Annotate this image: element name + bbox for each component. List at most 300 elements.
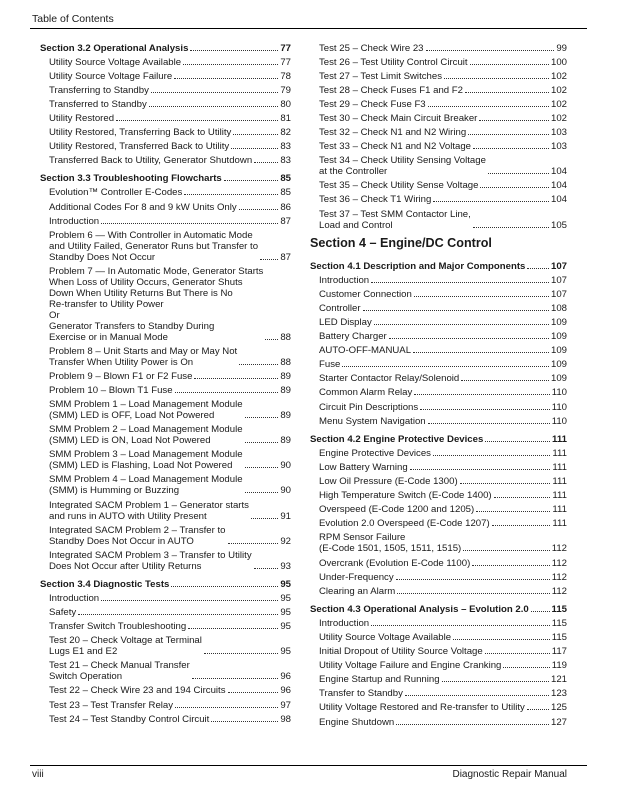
- toc-page-number: 89: [280, 385, 291, 397]
- toc-entry-title: Evolution 2.0 Overspeed (E-Code 1207): [319, 518, 490, 530]
- dot-leader: [251, 518, 278, 519]
- toc-entry[interactable]: [40, 186, 291, 200]
- toc-entry[interactable]: [310, 584, 567, 598]
- toc-page-number: 112: [551, 571, 567, 583]
- toc-entry-title: Low Oil Pressure (E-Code 1300): [319, 476, 458, 488]
- dot-leader: [473, 227, 549, 228]
- toc-entry[interactable]: [40, 620, 291, 634]
- toc-entry-title: Introduction: [319, 617, 370, 629]
- toc-entry-title: Initial Dropout of Utility Source Voltage: [319, 646, 483, 658]
- toc-entry-title: Problem 8 – Unit Starts and May or May Not Transfer When Utility Power is On: [49, 345, 238, 368]
- dot-leader: [485, 653, 550, 654]
- toc-entry[interactable]: [310, 301, 567, 315]
- toc-entry[interactable]: [310, 273, 567, 287]
- toc-entry-title: Utility Restored, Transferring Back to Utility: [49, 127, 232, 139]
- toc-entry-title: Section 3.3 Troubleshooting Flowcharts: [40, 173, 222, 185]
- dot-leader: [527, 268, 549, 269]
- dot-leader: [461, 380, 549, 381]
- toc-entry-title: Under-Frequency: [319, 571, 394, 583]
- toc-entry[interactable]: [310, 400, 567, 414]
- toc-entry-title: Introduction: [319, 274, 370, 286]
- toc-entry-title: Test 21 – Check Manual Transfer Switch Operation: [49, 660, 190, 683]
- toc-entry-title: Section 3.2 Operational Analysis: [40, 42, 189, 54]
- toc-page-number: 95: [280, 646, 291, 658]
- toc-entry-title: Utility Voltage Restored and Re-transfer to Utility: [319, 702, 525, 714]
- toc-entry-title: Integrated SACM Problem 3 – Transfer to Utility Does Not Occur after Utility Returns: [49, 549, 252, 572]
- toc-entry[interactable]: [310, 330, 567, 344]
- toc-entry[interactable]: [40, 370, 291, 384]
- toc-entry[interactable]: [310, 687, 567, 701]
- dot-leader: [171, 586, 278, 587]
- dot-leader: [231, 148, 278, 149]
- toc-page-number: 99: [556, 42, 567, 54]
- toc-entry[interactable]: [310, 570, 567, 584]
- toc-entry[interactable]: [310, 715, 567, 729]
- toc-entry[interactable]: [40, 55, 291, 69]
- toc-page-number: 102: [550, 84, 567, 96]
- toc-entry-title: LED Display: [319, 317, 372, 328]
- toc-page-number: 90: [280, 485, 291, 497]
- toc-entry[interactable]: [310, 372, 567, 386]
- dot-leader: [494, 497, 551, 498]
- toc-page-number: 112: [551, 557, 567, 569]
- toc-page-number: 109: [550, 331, 567, 343]
- footer-rule: [30, 765, 587, 766]
- dot-leader: [371, 625, 550, 626]
- toc-entry-title: Battery Charger: [319, 331, 387, 343]
- toc-entry-title: Menu System Navigation: [319, 415, 426, 427]
- toc-entry-title: Test 35 – Check Utility Sense Voltage: [319, 180, 479, 192]
- toc-entry[interactable]: [310, 111, 567, 125]
- dot-leader: [488, 173, 549, 174]
- toc-page-number: 110: [551, 415, 567, 427]
- dot-leader: [149, 106, 279, 107]
- dot-leader: [254, 568, 279, 569]
- toc-page-number: 87: [280, 215, 291, 227]
- toc-page-number: 81: [280, 112, 291, 124]
- toc-entry[interactable]: [310, 446, 567, 460]
- dot-leader: [396, 724, 549, 725]
- toc-entry-title: Integrated SACM Problem 2 – Transfer to Standby Does Not Occur in AUTO: [49, 524, 226, 547]
- dot-leader: [371, 282, 549, 283]
- toc-entry[interactable]: [40, 606, 291, 620]
- toc-entry-title: Overspeed (E-Code 1200 and 1205): [319, 504, 475, 516]
- toc-page-number: 127: [550, 716, 567, 728]
- toc-entry-title: Test 26 – Test Utility Control Circuit: [319, 56, 468, 68]
- toc-page-number: 97: [280, 699, 291, 711]
- toc-entry[interactable]: [40, 634, 291, 659]
- toc-entry[interactable]: [40, 548, 291, 573]
- dot-leader: [183, 64, 278, 65]
- toc-entry[interactable]: [40, 126, 291, 140]
- toc-entry-title: Transferred Back to Utility, Generator Shutdown: [49, 155, 253, 167]
- toc-entry-title: AUTO-OFF-MANUAL: [319, 345, 412, 357]
- dot-leader: [245, 492, 279, 493]
- toc-entry-title: Problem 9 – Blown F1 or F2 Fuse: [49, 371, 193, 382]
- toc-page-number: 82: [280, 127, 291, 139]
- dot-leader: [428, 106, 549, 107]
- toc-entry-title: Overcrank (Evolution E-Code 1100): [319, 557, 471, 569]
- toc-page-number: 88: [280, 356, 291, 368]
- toc-entry-title: Test 27 – Test Limit Switches: [319, 70, 442, 82]
- toc-entry-title: Fuse: [319, 359, 341, 371]
- toc-entry-title: SMM Problem 2 – Load Management Module (SMM) LED is ON, Load Not Powered: [49, 424, 243, 447]
- toc-page-number: 95: [280, 578, 291, 590]
- toc-page-number: 98: [280, 713, 291, 725]
- toc-entry[interactable]: [40, 200, 291, 214]
- toc-page-number: 115: [551, 631, 567, 643]
- toc-page-number: 104: [550, 194, 567, 206]
- toc-page-number: 105: [550, 219, 567, 231]
- dot-leader: [192, 678, 279, 679]
- toc-entry[interactable]: [40, 83, 291, 97]
- dot-leader: [363, 310, 549, 311]
- toc-page-number: 109: [550, 345, 567, 357]
- dot-leader: [175, 392, 279, 393]
- toc-page-number: 112: [551, 543, 567, 555]
- toc-page-number: 102: [550, 98, 567, 110]
- toc-page-number: 77: [280, 42, 291, 54]
- toc-page-number: 108: [550, 302, 567, 314]
- toc-entry[interactable]: [310, 489, 567, 503]
- toc-entry[interactable]: [40, 69, 291, 83]
- toc-entry[interactable]: [40, 498, 291, 523]
- toc-entry-title: Integrated SACM Problem 1 – Generator starts and runs in AUTO with Utility Present: [49, 499, 249, 522]
- toc-entry-title: Additional Codes For 8 and 9 kW Units Only: [49, 201, 237, 213]
- toc-entry[interactable]: [310, 287, 567, 301]
- toc-page-number: 112: [551, 585, 567, 597]
- toc-entry[interactable]: [40, 659, 291, 684]
- dot-leader: [479, 120, 549, 121]
- toc-entry[interactable]: [310, 358, 567, 372]
- toc-entry[interactable]: [40, 154, 291, 168]
- dot-leader: [428, 423, 550, 424]
- dot-leader: [414, 296, 549, 297]
- toc-right-column: [310, 41, 567, 729]
- toc-page-number: 96: [280, 685, 291, 697]
- toc-entry[interactable]: [40, 698, 291, 712]
- toc-entry[interactable]: [310, 460, 567, 474]
- toc-page-number: 78: [280, 70, 291, 82]
- toc-section-heading[interactable]: [40, 41, 291, 55]
- toc-entry[interactable]: [40, 97, 291, 111]
- dot-leader: [472, 565, 549, 566]
- toc-entry[interactable]: [310, 701, 567, 715]
- toc-entry[interactable]: [310, 659, 567, 673]
- dot-leader: [473, 148, 549, 149]
- toc-page-number: 77: [280, 56, 291, 68]
- dot-leader: [254, 162, 278, 163]
- toc-entry-title: Test 29 – Check Fuse F3: [319, 98, 426, 110]
- dot-leader: [531, 611, 550, 612]
- toc-entry-title: Problem 7 — In Automatic Mode, Generator Starts When Loss of Utility Occurs, Generator Shuts Down When Utility Returns But There is No Re-transfer to Utility Power Or Generator Transfers to Standby During Exercise or in Manual Mode: [49, 265, 264, 343]
- toc-page-number: 95: [280, 592, 291, 604]
- toc-page-number: 111: [552, 476, 567, 488]
- toc-page-number: 107: [550, 274, 567, 286]
- dot-leader: [420, 409, 550, 410]
- toc-entry[interactable]: [40, 712, 291, 726]
- dot-leader: [245, 417, 279, 418]
- toc-entry-title: Section 4.3 Operational Analysis – Evolution 2.0: [310, 603, 529, 615]
- dot-leader: [175, 707, 278, 708]
- toc-page-number: 88: [280, 331, 291, 343]
- dot-leader: [397, 593, 549, 594]
- dot-leader: [184, 194, 278, 195]
- toc-entry[interactable]: [40, 344, 291, 369]
- toc-entry[interactable]: [310, 645, 567, 659]
- toc-entry[interactable]: [40, 398, 291, 423]
- toc-entry[interactable]: [310, 207, 567, 232]
- toc-page-number: 87: [280, 251, 291, 263]
- toc-entry-title: Section 4.1 Description and Major Components: [310, 260, 526, 272]
- toc-entry-title: Test 28 – Check Fuses F1 and F2: [319, 84, 463, 96]
- toc-page-number: 95: [280, 621, 291, 633]
- toc-entry-title: Section 4.2 Engine Protective Devices: [310, 433, 484, 445]
- toc-page-number: 103: [550, 141, 567, 153]
- toc-page-number: 111: [552, 461, 567, 473]
- dot-leader: [527, 709, 549, 710]
- toc-entry-title: SMM Problem 3 – Load Management Module (SMM) LED is Flashing, Load Not Powered: [49, 449, 243, 472]
- toc-entry[interactable]: [310, 83, 567, 97]
- toc-page-number: 95: [280, 607, 291, 619]
- toc-entry[interactable]: [310, 630, 567, 644]
- dot-leader: [374, 324, 549, 325]
- dot-leader: [463, 550, 549, 551]
- toc-entry-title: Section 3.4 Diagnostic Tests: [40, 578, 170, 590]
- toc-page-number: 85: [280, 187, 291, 199]
- toc-entry-title: Utility Source Voltage Available: [319, 631, 452, 643]
- toc-entry[interactable]: [310, 344, 567, 358]
- toc-entry[interactable]: [310, 193, 567, 207]
- toc-entry[interactable]: [310, 517, 567, 531]
- toc-entry-title: Transfer Switch Troubleshooting: [49, 621, 187, 633]
- toc-section-heading[interactable]: [40, 577, 291, 591]
- toc-entry-title: SMM Problem 4 – Load Management Module (SMM) is Humming or Buzzing: [49, 474, 243, 497]
- toc-page-number: 96: [280, 671, 291, 683]
- toc-page-number: 102: [550, 112, 567, 124]
- toc-entry[interactable]: [310, 475, 567, 489]
- toc-page-number: 92: [280, 535, 291, 547]
- toc-entry[interactable]: [40, 111, 291, 125]
- toc-entry[interactable]: [310, 316, 567, 330]
- toc-page-number: 79: [280, 84, 291, 96]
- toc-entry[interactable]: [310, 386, 567, 400]
- toc-left-column: [40, 41, 291, 726]
- dot-leader: [476, 511, 550, 512]
- toc-entry-title: Utility Source Voltage Failure: [49, 70, 173, 82]
- toc-entry-title: Utility Voltage Failure and Engine Cranking: [319, 660, 502, 672]
- toc-page-number: 91: [280, 510, 291, 522]
- toc-entry-title: Test 22 – Check Wire 23 and 194 Circuits: [49, 685, 226, 697]
- toc-entry[interactable]: [310, 673, 567, 687]
- toc-page-number: 85: [280, 173, 291, 185]
- running-header: Table of Contents: [32, 13, 114, 25]
- toc-entry-title: Test 37 – Test SMM Contactor Line, Load and Control: [319, 208, 471, 231]
- dot-leader: [405, 695, 549, 696]
- dot-leader: [442, 681, 549, 682]
- toc-page-number: 115: [551, 603, 567, 615]
- toc-entry-title: SMM Problem 1 – Load Management Module (SMM) LED is OFF, Load Not Powered: [49, 399, 243, 422]
- toc-page-number: 123: [550, 688, 567, 700]
- toc-entry-title: Introduction: [49, 215, 100, 227]
- chapter-heading: Section 4 – Engine/DC Control: [310, 236, 492, 251]
- toc-entry-title: Transferred to Standby: [49, 98, 147, 110]
- dot-leader: [245, 467, 279, 468]
- toc-entry-title: Utility Restored, Transferred Back to Utility: [49, 141, 230, 153]
- toc-entry-title: Test 34 – Check Utility Sensing Voltage at the Controller: [319, 155, 486, 178]
- toc-entry[interactable]: [40, 384, 291, 398]
- toc-page-number: 110: [551, 401, 567, 413]
- dot-leader: [470, 64, 549, 65]
- dot-leader: [228, 692, 279, 693]
- toc-entry[interactable]: [310, 179, 567, 193]
- dot-leader: [389, 338, 549, 339]
- toc-page-number: 111: [552, 447, 567, 459]
- toc-entry[interactable]: [40, 591, 291, 605]
- dot-leader: [413, 352, 549, 353]
- dot-leader: [211, 721, 278, 722]
- toc-entry-title: High Temperature Switch (E-Code 1400): [319, 490, 492, 502]
- toc-page-number: 119: [551, 660, 567, 672]
- dot-leader: [465, 92, 549, 93]
- toc-page-number: 110: [551, 387, 567, 399]
- dot-leader: [204, 653, 278, 654]
- toc-entry[interactable]: [310, 55, 567, 69]
- dot-leader: [265, 339, 278, 340]
- header-rule: [30, 28, 587, 29]
- toc-page-number: 89: [280, 410, 291, 422]
- toc-section-heading[interactable]: [310, 602, 567, 616]
- dot-leader: [460, 483, 551, 484]
- toc-entry-title: Test 30 – Check Main Circuit Breaker: [319, 112, 478, 124]
- dot-leader: [190, 50, 278, 51]
- dot-leader: [410, 469, 551, 470]
- toc-entry[interactable]: [310, 69, 567, 83]
- toc-page-number: 125: [550, 702, 567, 714]
- toc-page-number: 89: [280, 435, 291, 447]
- dot-leader: [228, 543, 279, 544]
- dot-leader: [444, 78, 549, 79]
- toc-entry[interactable]: [310, 616, 567, 630]
- toc-page-number: 121: [550, 674, 567, 686]
- dot-leader: [101, 223, 278, 224]
- toc-page-number: 107: [550, 288, 567, 300]
- toc-entry-title: Engine Protective Devices: [319, 447, 431, 459]
- toc-entry-title: Clearing an Alarm: [319, 585, 396, 597]
- dot-leader: [239, 209, 279, 210]
- dot-leader: [78, 614, 278, 615]
- toc-entry-title: Test 33 – Check N1 and N2 Voltage: [319, 141, 471, 153]
- toc-entry-title: Test 36 – Check T1 Wiring: [319, 194, 432, 206]
- toc-section-heading[interactable]: [40, 172, 291, 186]
- toc-entry-title: Circuit Pin Descriptions: [319, 401, 419, 413]
- toc-entry[interactable]: [40, 423, 291, 448]
- toc-page-number: 111: [552, 504, 567, 516]
- toc-page-number: 93: [280, 560, 291, 572]
- toc-page-number: 111: [552, 490, 567, 502]
- dot-leader: [239, 364, 278, 365]
- toc-section-heading[interactable]: [310, 432, 567, 446]
- toc-entry[interactable]: [310, 97, 567, 111]
- toc-page-number: 109: [550, 317, 567, 328]
- toc-page-number: 86: [280, 201, 291, 213]
- dot-leader: [260, 259, 278, 260]
- toc-page-number: 103: [550, 127, 567, 139]
- footer-manual-title: Diagnostic Repair Manual: [452, 769, 567, 780]
- dot-leader: [414, 394, 549, 395]
- toc-entry-title: Introduction: [49, 592, 100, 604]
- toc-entry[interactable]: [40, 264, 291, 344]
- toc-page-number: 111: [552, 433, 567, 445]
- toc-entry-title: Test 25 – Check Wire 23: [319, 42, 424, 54]
- dot-leader: [485, 441, 550, 442]
- toc-entry[interactable]: [310, 41, 567, 55]
- toc-page-number: 109: [550, 373, 567, 385]
- toc-entry[interactable]: [40, 523, 291, 548]
- dot-leader: [503, 667, 549, 668]
- toc-entry[interactable]: [310, 531, 567, 556]
- toc-entry[interactable]: [310, 126, 567, 140]
- toc-entry-title: Test 23 – Test Transfer Relay: [49, 699, 174, 711]
- toc-entry-title: Customer Connection: [319, 288, 412, 300]
- toc-page-number: 89: [280, 371, 291, 382]
- toc-entry[interactable]: [310, 154, 567, 179]
- toc-page-number: 111: [552, 518, 567, 530]
- dot-leader: [480, 187, 549, 188]
- toc-entry-title: Engine Shutdown: [319, 716, 395, 728]
- toc-entry[interactable]: [40, 473, 291, 498]
- dot-leader: [174, 78, 278, 79]
- toc-entry[interactable]: [310, 503, 567, 517]
- toc-entry[interactable]: [40, 214, 291, 228]
- toc-page-number: 100: [550, 56, 567, 68]
- dot-leader: [101, 600, 278, 601]
- toc-entry-title: Safety: [49, 607, 77, 619]
- dot-leader: [151, 92, 278, 93]
- toc-entry[interactable]: [40, 140, 291, 154]
- dot-leader: [468, 134, 549, 135]
- dot-leader: [116, 120, 278, 121]
- toc-entry[interactable]: [310, 556, 567, 570]
- toc-entry[interactable]: [310, 140, 567, 154]
- toc-entry-title: Starter Contactor Relay/Solenoid: [319, 373, 460, 385]
- toc-page-number: 117: [551, 646, 567, 658]
- toc-entry-title: Test 20 – Check Voltage at Terminal Lugs E1 and E2: [49, 635, 202, 658]
- toc-entry[interactable]: [40, 448, 291, 473]
- dot-leader: [342, 366, 549, 367]
- toc-entry-title: RPM Sensor Failure (E-Code 1501, 1505, 1511, 1515): [319, 532, 462, 555]
- dot-leader: [245, 442, 279, 443]
- toc-entry-title: Controller: [319, 302, 361, 314]
- toc-page-number: 102: [550, 70, 567, 82]
- toc-entry[interactable]: [40, 684, 291, 698]
- toc-entry[interactable]: [40, 228, 291, 264]
- toc-section-heading[interactable]: [310, 259, 567, 273]
- dot-leader: [188, 628, 278, 629]
- toc-entry-title: Engine Startup and Running: [319, 674, 440, 686]
- toc-entry-title: Utility Restored: [49, 112, 115, 124]
- toc-page-number: 109: [550, 359, 567, 371]
- toc-entry-title: Problem 10 – Blown T1 Fuse: [49, 385, 173, 397]
- dot-leader: [396, 579, 550, 580]
- dot-leader: [453, 639, 550, 640]
- toc-entry[interactable]: [310, 414, 567, 428]
- dot-leader: [426, 50, 555, 51]
- toc-page-number: 115: [551, 617, 567, 629]
- footer-page-number: viii: [32, 769, 44, 780]
- dot-leader: [233, 134, 278, 135]
- toc-entry-title: Problem 6 — With Controller in Automatic Mode and Utility Failed, Generator Runs but Transfer to Standby Does Not Occur: [49, 229, 259, 263]
